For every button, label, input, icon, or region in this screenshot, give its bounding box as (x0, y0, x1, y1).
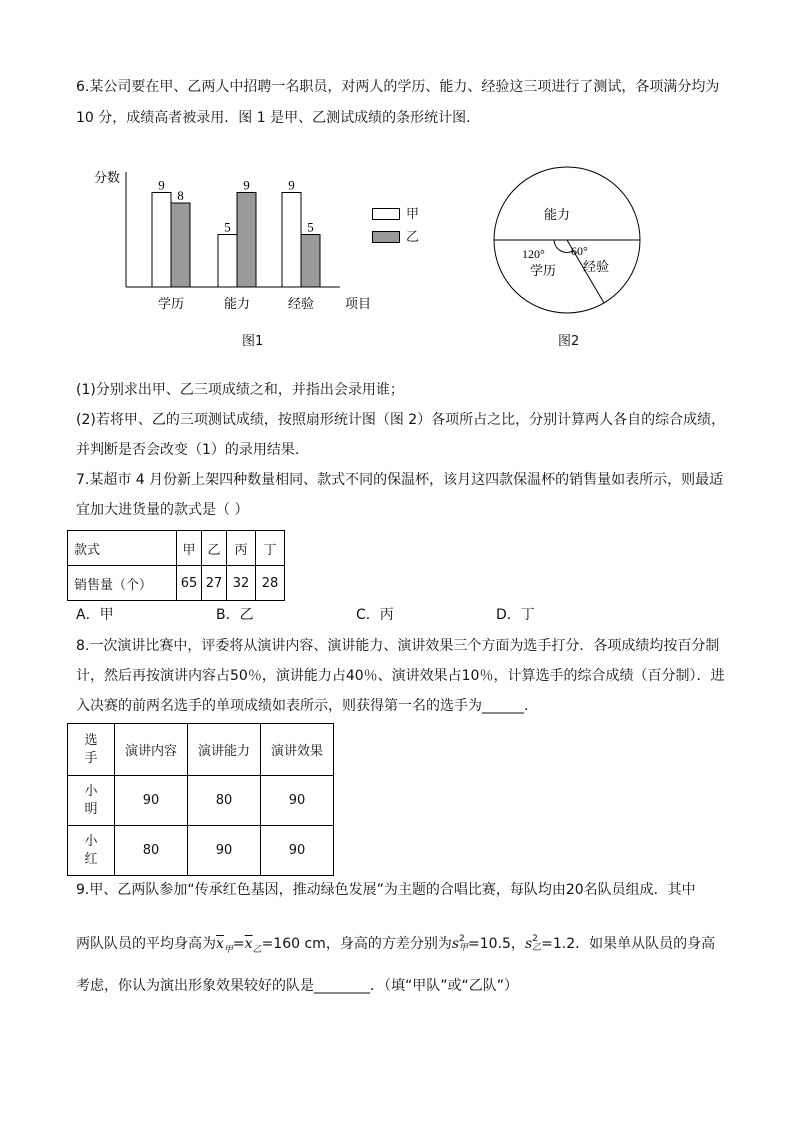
q6-line1: 6.某公司要在甲、乙两人中招聘一名职员，对两人的学历、能力、经验这三项进行了测试，各项满分均为 (76, 79, 720, 95)
q9-line2-text-d: =1.2．如果单从队员的身高 (541, 936, 716, 952)
q8-table-row (68, 776, 334, 826)
variance-symbol: s (524, 936, 533, 952)
q8-line2: 计，然后再按演讲内容占50％，演讲能力占40％、演讲效果占10％，计算选手的综合成绩（百分制）．进 (76, 668, 725, 684)
x-axis-label: 项目 (345, 296, 372, 311)
q6-sub2b: 并判断是否会改变（1）的录用结果. (76, 442, 300, 458)
sub-yi: 乙 (532, 943, 542, 953)
cell-text-vertical: 小红 (84, 833, 98, 867)
bar-jia-1 (218, 235, 237, 288)
x-tick-label: 能力 (223, 296, 251, 311)
bar-yi-1 (237, 193, 256, 288)
bar-chart (90, 162, 390, 312)
legend-swatch-yi (372, 231, 400, 243)
pie-chart (492, 162, 662, 322)
table-cell: 90 (261, 776, 334, 826)
bar-jia-0 (152, 193, 171, 288)
legend-swatch-jia (372, 208, 400, 220)
pie-label-nengli: 能力 (544, 207, 571, 222)
sub-jia: 甲 (459, 943, 469, 953)
table-cell: 90 (261, 826, 334, 876)
table-cell: 90 (188, 826, 261, 876)
q7-option-c: C．丙 (356, 607, 394, 623)
q7-option-a: A．甲 (76, 607, 114, 623)
table-cell (68, 724, 115, 776)
table-cell: 丙 (227, 531, 256, 566)
table-cell: 甲 (177, 531, 202, 566)
q7-line2: 宜加大进货量的款式是（ ） (76, 502, 249, 518)
y-axis-label: 分数 (94, 170, 121, 185)
table-cell: 丁 (256, 531, 285, 566)
sub-jia: 甲 (223, 944, 233, 955)
variance-symbol: s (451, 936, 460, 952)
sup-2: 2 (459, 934, 465, 944)
cell-text-vertical: 小明 (84, 783, 98, 817)
bar-yi-2 (301, 235, 320, 288)
bar-value-label: 5 (224, 219, 231, 235)
bar-yi-0 (171, 203, 190, 287)
table-cell: 27 (202, 566, 227, 601)
bar-value-label: 8 (177, 188, 184, 203)
q9-line1: 9.甲、乙两队参加“传承红色基因，推动绿色发展”为主题的合唱比赛，每队均由20名队员组成．其中 (76, 882, 696, 898)
q9-line2-text-a: 两队队员的平均身高为 (76, 936, 216, 952)
figure2-caption: 图2 (558, 334, 580, 349)
q8-line3: 入决赛的前两名选手的单项成绩如表所示，则获得第一名的选手为______. (76, 698, 529, 714)
q6-sub1: (1)分别求出甲、乙三项成绩之和，并指出会录用谁； (76, 382, 404, 398)
table-cell (68, 826, 115, 876)
cell-text-vertical: 选手 (84, 732, 98, 766)
table-cell: 演讲效果 (261, 724, 334, 776)
mean-symbol: $\overline{x}$ (216, 936, 224, 952)
legend-label-jia: 甲 (406, 207, 420, 222)
pie-angle-120: 120° (522, 247, 545, 261)
q9-line2-text-c: =10.5， (468, 936, 525, 952)
table-cell: 销售量（个） (68, 566, 177, 601)
q8-table-header (68, 724, 334, 776)
legend-label-yi: 乙 (406, 230, 420, 245)
x-tick-label: 学历 (157, 296, 185, 311)
table-cell: 65 (177, 566, 202, 601)
q8-table (67, 723, 334, 876)
bar-jia-2 (282, 193, 301, 288)
table-cell: 32 (227, 566, 256, 601)
q8-table-row (68, 826, 334, 876)
table-cell: 90 (115, 776, 188, 826)
q7-option-d: D．丁 (496, 607, 535, 623)
figure1-caption: 图1 (242, 334, 264, 349)
q6-line2: 10 分，成绩高者被录用．图 1 是甲、乙测试成绩的条形统计图. (76, 110, 471, 126)
table-cell: 28 (256, 566, 285, 601)
x-tick-label: 经验 (287, 296, 315, 311)
bar-value-label: 9 (243, 177, 250, 193)
equals-sign: = (232, 936, 245, 952)
q6-sub2a: (2)若将甲、乙的三项测试成绩，按照扇形统计图（图 2）各项所占之比，分别计算两人各自的综合成绩， (76, 412, 726, 428)
q7-table (67, 530, 285, 601)
table-cell: 乙 (202, 531, 227, 566)
table-cell: 款式 (68, 531, 177, 566)
sub-yi: 乙 (252, 944, 262, 955)
q7-table-header (68, 531, 285, 566)
pie-label-xueli: 学历 (530, 263, 557, 278)
q8-line1: 8.一次演讲比赛中，评委将从演讲内容、演讲能力、演讲效果三个方面为选手打分．各项成绩均按百分制 (76, 638, 720, 654)
table-cell (68, 776, 115, 826)
table-cell: 演讲能力 (188, 724, 261, 776)
q9-line2-text-b: =160 cm，身高的方差分别为 (261, 936, 452, 952)
bar-value-label: 9 (288, 177, 295, 193)
q7-option-b: B．乙 (216, 607, 254, 623)
variance-subsup (532, 935, 541, 953)
pie-angle-60: 60° (571, 244, 588, 258)
table-cell: 演讲内容 (115, 724, 188, 776)
q9-line3: 考虑，你认为演出形象效果较好的队是________．（填“甲队”或“乙队”） (76, 978, 519, 994)
q7-table-row (68, 566, 285, 601)
q7-line1: 7.某超市 4 月份新上架四种数量相同、款式不同的保温杯，该月这四款保温杯的销售量如表所示，则最适 (76, 472, 724, 488)
table-cell: 80 (115, 826, 188, 876)
pie-label-jingyan: 经验 (583, 259, 610, 274)
bar-value-label: 5 (307, 219, 314, 235)
mean-symbol: $\overline{x}$ (244, 936, 253, 952)
table-cell: 80 (188, 776, 261, 826)
q9-line2 (76, 934, 715, 960)
sup-2: 2 (532, 934, 538, 944)
bar-value-label: 9 (158, 177, 165, 193)
variance-subsup (459, 935, 468, 953)
